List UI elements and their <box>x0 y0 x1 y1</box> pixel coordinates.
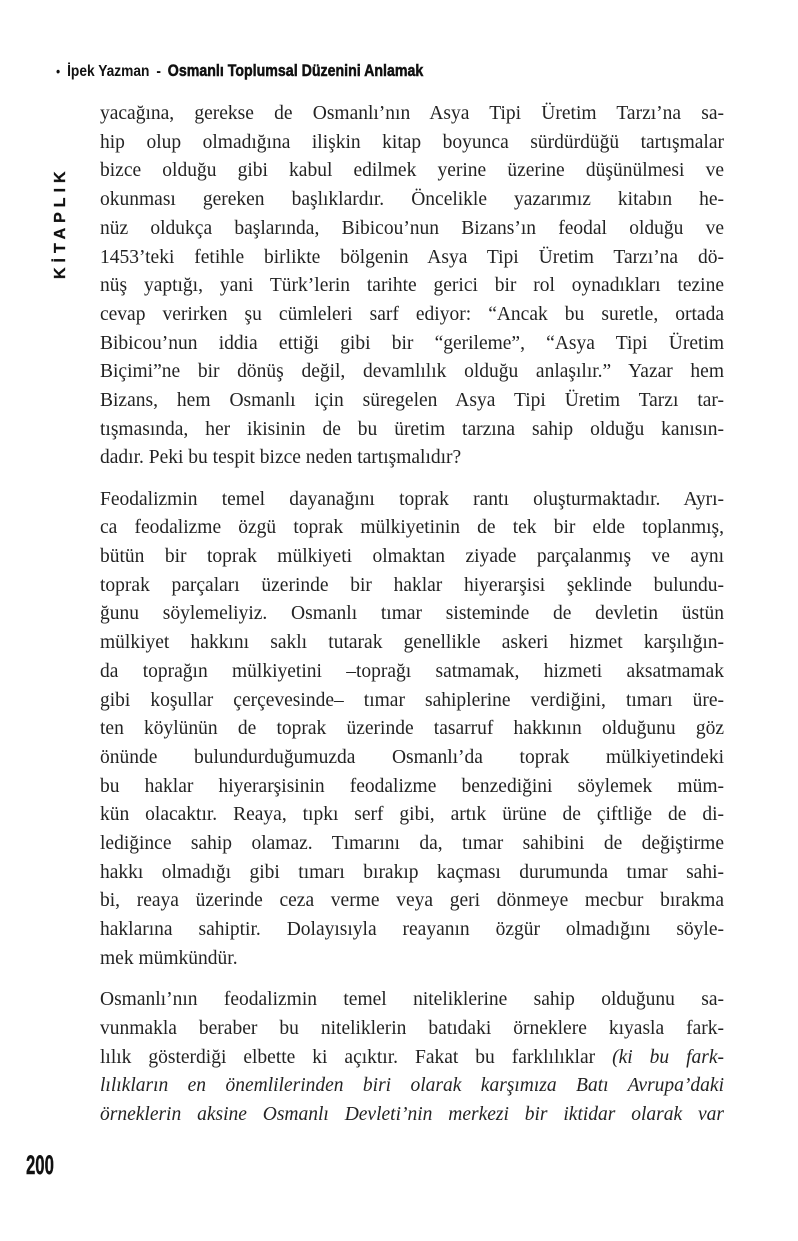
vertical-section-label: KİTAPLIK <box>52 166 69 279</box>
page-number-value: 200 <box>26 1150 54 1180</box>
header-separator: - <box>156 63 161 80</box>
page-number <box>26 1150 71 1181</box>
text-line: Bizans, hem Osmanlı için süregelen Asya Tipi Üretim Tarzı tar- <box>100 390 724 412</box>
text-line: ca feodalizme özgü toprak mülkiyetinin de tek bir elde toplanmış, <box>100 517 724 539</box>
text-line: 1453’teki fetihle birlikte bölgenin Asya Tipi Üretim Tarzı’na dö- <box>100 246 724 268</box>
text-line: haklarına sahiptir. Dolayısıyla reayanın özgür olmadığını söyle- <box>100 919 724 941</box>
paragraph <box>100 986 724 1130</box>
text-line: bizce olduğu gibi kabul edilmek yerine üzerine düşünülmesi ve <box>100 160 724 182</box>
text-line: cevap verirken şu cümleleri sarf ediyor: “Ancak bu suretle, ortada <box>100 303 724 325</box>
book-title: Osmanlı Toplumsal Düzenini Anlamak <box>167 62 424 80</box>
text-line: bütün bir toprak mülkiyeti olmaktan ziyade parçalanmış ve aynı <box>100 546 724 568</box>
text-line: hakkı olmadığı gibi tımarı bırakıp kaçması durumunda tımar sahi- <box>100 861 724 883</box>
text-line: lılıkların en önemlilerinden biri olarak karşımıza Batı Avrupa’daki <box>100 1075 724 1097</box>
text-line: Biçimi”ne bir dönüş değil, devamlılık olduğu anlaşılır.” Yazar hem <box>100 361 724 383</box>
text-line: da toprağın mülkiyetini –toprağı satmamak, hizmeti aksatmamak <box>100 660 724 682</box>
author-name: İpek Yazman <box>67 63 150 80</box>
text-line: hip olup olmadığına ilişkin kitap boyunca sürdürdüğü tartışmalar <box>100 131 724 153</box>
text-line: mek mümkündür. <box>100 947 238 969</box>
text-line: Osmanlı’nın feodalizmin temel niteliklerine sahip olduğunu sa- <box>100 989 724 1011</box>
paragraph <box>100 486 724 974</box>
text-line: önünde bulundurduğumuzda Osmanlı’da toprak mülkiyetindeki <box>100 746 724 768</box>
page-header <box>56 62 423 81</box>
text-line: nüş yaptığı, yani Türk’lerin tarihte gerici bir rol oynadıkları tezine <box>100 275 724 297</box>
text-line: mülkiyet hakkını saklı tutarak genellikle askeri hizmet karşılığın- <box>100 632 724 654</box>
paragraph <box>100 100 724 473</box>
text-line: dadır. Peki bu tespit bizce neden tartışmalıdır? <box>100 447 462 469</box>
text-line: yacağına, gerekse de Osmanlı’nın Asya Tipi Üretim Tarzı’na sa- <box>100 103 724 124</box>
text-line: okunması gereken başlıklardır. Öncelikle yazarımız kitabın he- <box>100 189 724 211</box>
text-line: lediğince sahip olamaz. Tımarını da, tımar sahibini de değiştirme <box>100 833 724 855</box>
text-line: örneklerin aksine Osmanlı Devleti’nin merkezi bir iktidar olarak var <box>100 1103 724 1125</box>
text-line: tışmasında, her ikisinin de bu üretim tarzına sahip olduğu kanısın- <box>100 418 724 440</box>
text-line: Feodalizmin temel dayanağını toprak rantı oluşturmaktadır. Ayrı- <box>100 488 724 510</box>
text-line: ğunu söylemeliyiz. Osmanlı tımar sisteminde de devletin üstün <box>100 603 724 625</box>
text-line: nüz oldukça başlarında, Bibicou’nun Bizans’ın feodal olduğu ve <box>100 217 724 239</box>
text-line: Bibicou’nun iddia ettiği gibi bir “gerileme”, “Asya Tipi Üretim <box>100 332 724 354</box>
text-line: ten köylünün de toprak üzerinde tasarruf hakkının olduğunu göz <box>100 718 724 740</box>
body-text <box>100 100 724 1130</box>
text-line: lılık gösterdiği elbette ki açıktır. Fakat bu farklılıklar (ki bu fark- <box>100 1046 724 1068</box>
text-line: vunmakla beraber bu niteliklerin batıdaki örneklere kıyasla fark- <box>100 1017 724 1039</box>
bullet-icon: • <box>56 63 61 79</box>
text-line: kün olacaktır. Reaya, tıpkı serf gibi, artık ürüne de çiftliğe de di- <box>100 804 724 826</box>
text-line: bi, reaya üzerinde ceza verme veya geri dönmeye mecbur bırakma <box>100 890 724 912</box>
text-line: gibi koşullar çerçevesinde– tımar sahiplerine verdiğini, tımarı üre- <box>100 689 724 711</box>
text-line: bu haklar hiyerarşisinin feodalizme benzediğini söylemek müm- <box>100 775 724 797</box>
text-line: toprak parçaları üzerinde bir haklar hiyerarşisi şeklinde bulundu- <box>100 574 724 596</box>
